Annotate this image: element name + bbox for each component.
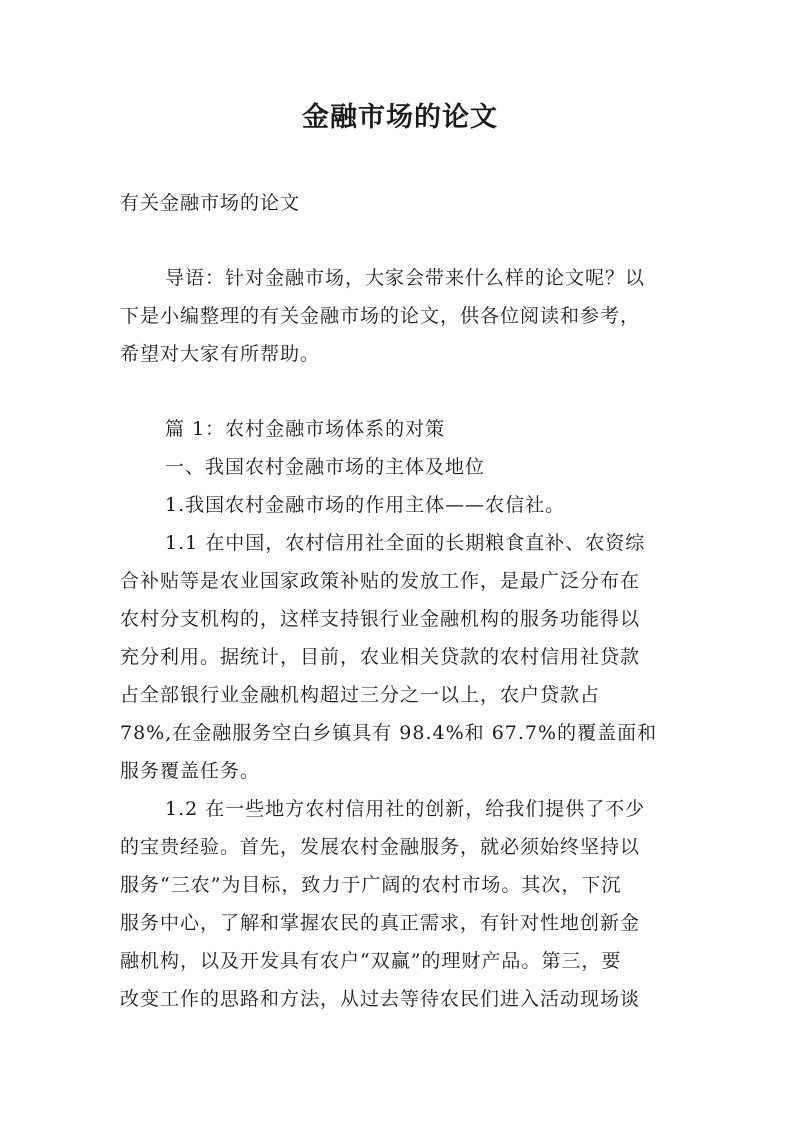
paragraph-1-line-6: 78%,在金融服务空白乡镇具有 98.4%和 67.7%的覆盖面和	[120, 722, 658, 744]
paragraph-1-line-4: 充分利用。据统计，目前，农业相关贷款的农村信用社贷款	[120, 646, 641, 668]
paragraph-1-line-3: 农村分支机构的，这样支持银行业金融机构的服务功能得以	[120, 608, 641, 630]
paragraph-1-line-2: 合补贴等是农业国家政策补贴的发放工作，是最广泛分布在	[120, 570, 641, 592]
chapter-heading: 篇 1：农村金融市场体系的对策	[165, 418, 446, 440]
paragraph-2-line-2: 的宝贵经验。首先，发展农村金融服务，就必须始终坚持以	[120, 836, 641, 858]
section-heading: 一、我国农村金融市场的主体及地位	[165, 456, 486, 478]
paragraph-2-line-1: 1.2 在一些地方农村信用社的创新，给我们提供了不少	[165, 798, 646, 820]
document-subtitle: 有关金融市场的论文	[120, 192, 301, 214]
intro-line-1: 导语：针对金融市场，大家会带来什么样的论文呢？以	[165, 267, 646, 289]
intro-line-2: 下是小编整理的有关金融市场的论文，供各位阅读和参考，	[120, 305, 641, 327]
paragraph-2-line-3: 服务“三农”为目标，致力于广阔的农村市场。其次，下沉	[120, 874, 622, 896]
subsection-heading: 1.我国农村金融市场的作用主体——农信社。	[165, 494, 566, 516]
paragraph-1-line-7: 服务覆盖任务。	[120, 760, 261, 782]
intro-line-3: 希望对大家有所帮助。	[120, 343, 321, 365]
paragraph-2-line-5: 融机构，以及开发具有农户“双赢”的理财产品。第三，要	[120, 950, 622, 972]
document-title: 金融市场的论文	[302, 102, 498, 133]
paragraph-2-line-4: 服务中心，了解和掌握农民的真正需求，有针对性地创新金	[120, 912, 641, 934]
paragraph-2-line-6: 改变工作的思路和方法，从过去等待农民们进入活动现场谈	[120, 988, 641, 1010]
paragraph-1-line-1: 1.1 在中国，农村信用社全面的长期粮食直补、农资综	[165, 532, 646, 554]
paragraph-1-line-5: 占全部银行业金融机构超过三分之一以上，农户贷款占	[120, 684, 601, 706]
